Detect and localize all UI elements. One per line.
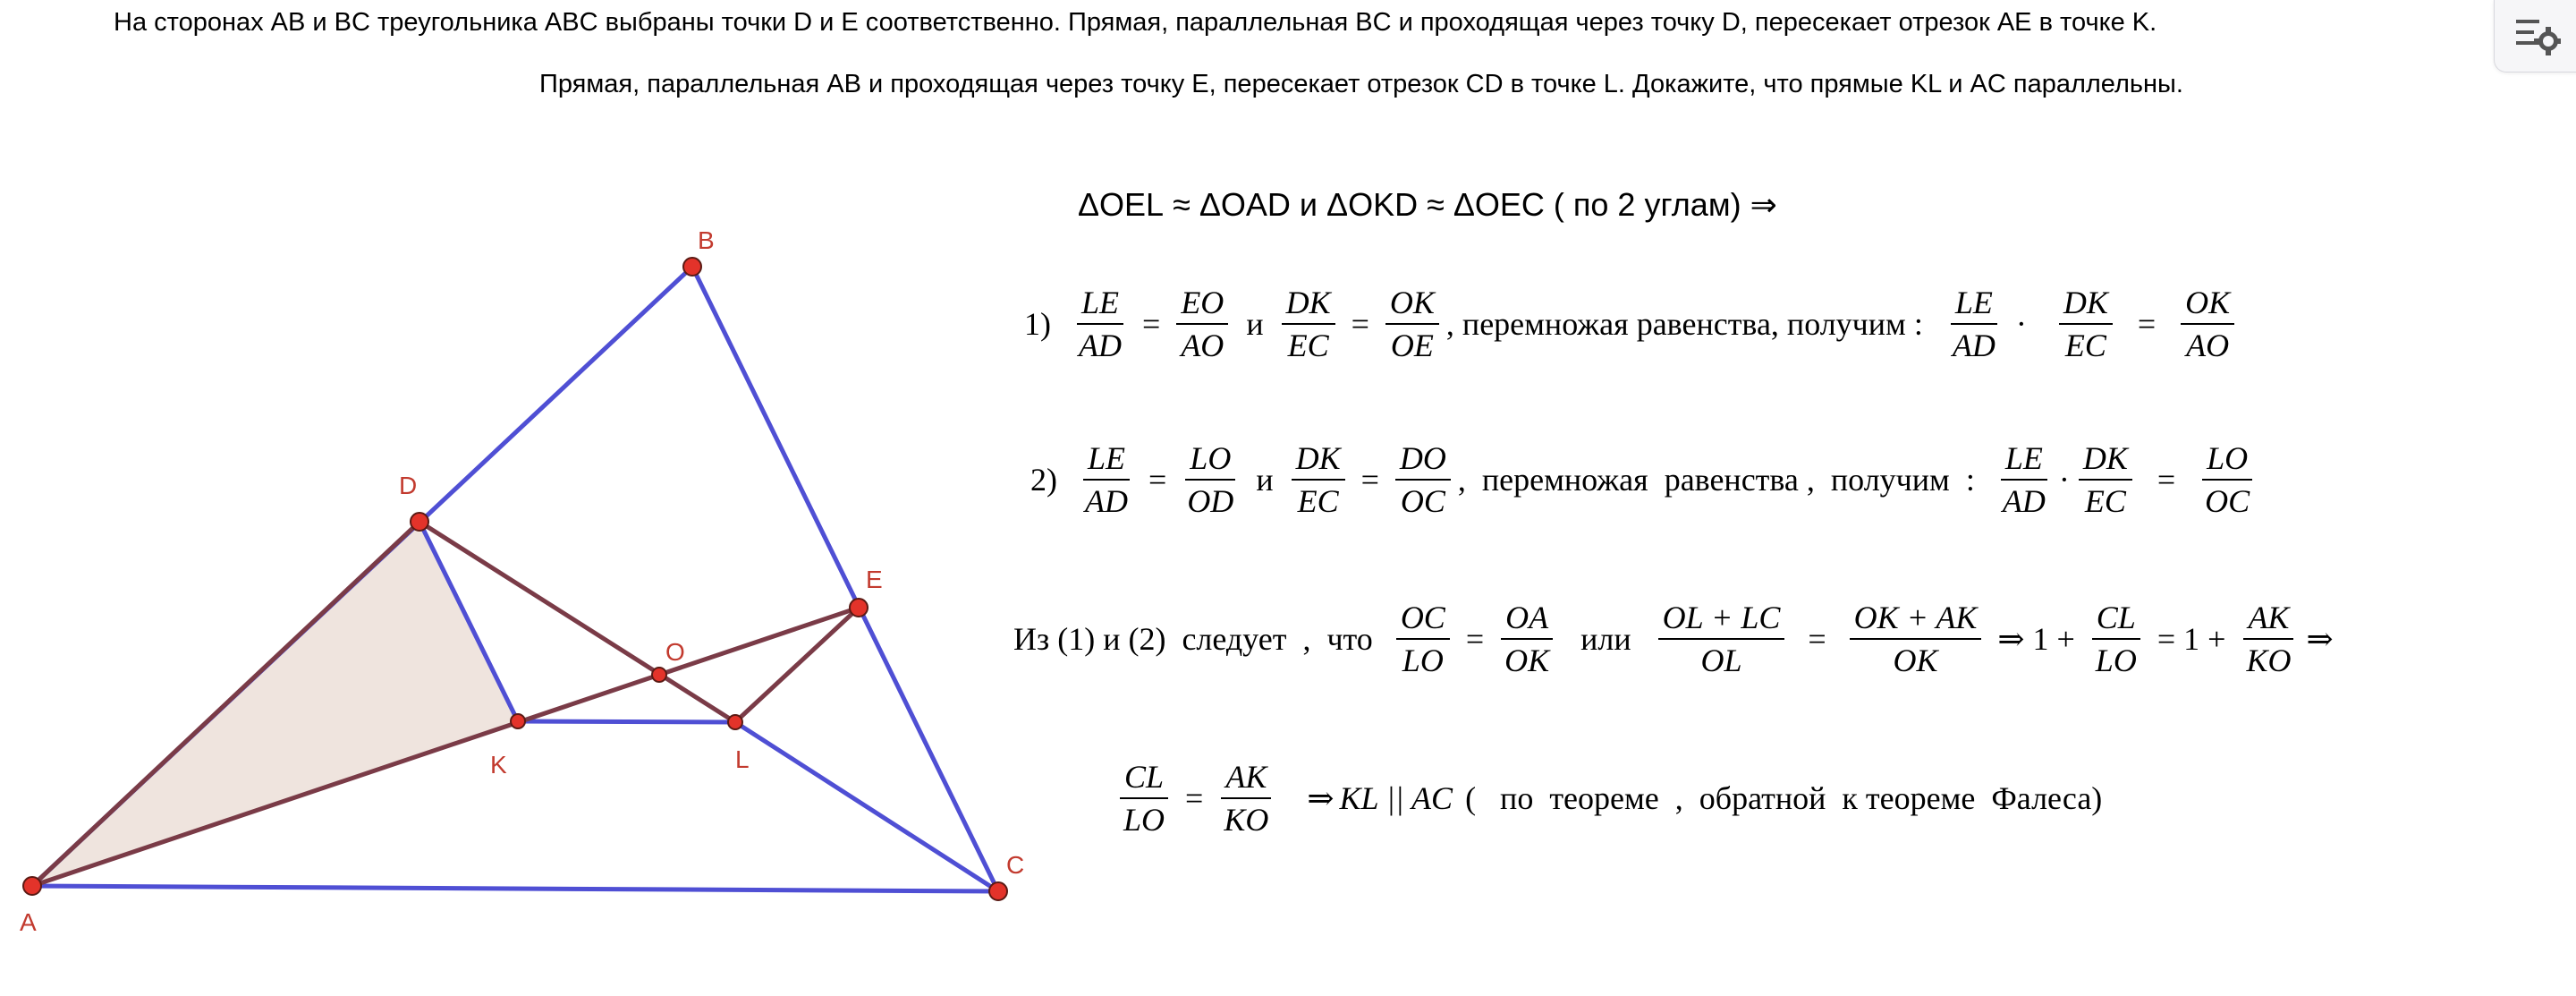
- point-o[interactable]: [652, 668, 666, 682]
- denominator: AD: [1079, 328, 1122, 364]
- follows-text: Из (1) и (2) следует , что: [1013, 621, 1373, 658]
- label-k: K: [490, 751, 507, 779]
- denominator: EC: [1297, 483, 1339, 520]
- fraction: [1182, 440, 1238, 520]
- point-e[interactable]: [850, 599, 868, 617]
- label-a: A: [20, 908, 37, 936]
- denominator: OC: [2205, 483, 2250, 520]
- implies-sign: ⇒: [2306, 621, 2334, 658]
- equals-sign: =: [1351, 306, 1369, 343]
- denominator: OC: [1400, 483, 1445, 520]
- equals-one-plus: = 1 +: [2157, 621, 2226, 658]
- fraction: [1658, 600, 1785, 679]
- implies-one-plus: ⇒ 1 +: [1997, 621, 2075, 658]
- numerator: DO: [1395, 440, 1451, 481]
- denominator: KO: [2246, 643, 2292, 679]
- numerator: LE: [1083, 440, 1130, 481]
- numerator: DK: [2059, 285, 2113, 325]
- fraction: [1395, 440, 1451, 520]
- denominator: EC: [2064, 328, 2106, 364]
- label-c: C: [1006, 851, 1025, 879]
- numerator: LE: [1077, 285, 1123, 325]
- denominator: AO: [2186, 328, 2230, 364]
- label-d: D: [399, 472, 418, 499]
- equals-sign: =: [2157, 462, 2176, 498]
- fraction: [1074, 285, 1126, 364]
- point-d[interactable]: [411, 513, 428, 531]
- fraction: [1850, 600, 1982, 679]
- segment-kl: [518, 721, 735, 722]
- point-l[interactable]: [728, 715, 742, 729]
- numerator: OA: [1501, 600, 1553, 640]
- step-number: 2): [1030, 462, 1057, 498]
- and-word: и: [1246, 306, 1264, 343]
- equals-sign: =: [1142, 306, 1161, 343]
- label-l: L: [735, 745, 750, 773]
- numerator: CL: [2092, 600, 2140, 640]
- fraction: [1500, 600, 1554, 679]
- fraction: [1219, 759, 1273, 839]
- numerator: DK: [1282, 285, 1335, 325]
- denominator: AD: [2002, 483, 2046, 520]
- denominator: OK: [1504, 643, 1550, 679]
- equals-sign: =: [1148, 462, 1167, 498]
- point-b[interactable]: [683, 258, 701, 276]
- solution-line-1: [1024, 285, 2241, 364]
- fraction: [1948, 285, 2000, 364]
- triangle-oel: ΔOEL: [1078, 186, 1165, 223]
- denominator: OD: [1187, 483, 1234, 520]
- numerator: OC: [1396, 600, 1450, 640]
- triangle-oad: ΔOAD: [1199, 186, 1291, 223]
- and-word: и: [1256, 462, 1274, 498]
- fraction: [1396, 600, 1450, 679]
- dot-sign: ·: [2058, 462, 2070, 498]
- fraction: [2241, 600, 2295, 679]
- equals-sign: =: [1808, 621, 1826, 658]
- kl-parallel-ac: KL || AC: [1339, 780, 1453, 817]
- fraction: [1292, 440, 1345, 520]
- equals-sign: =: [1185, 780, 1204, 817]
- and-word: и: [1299, 186, 1318, 223]
- denominator: OL: [1700, 643, 1742, 679]
- point-k[interactable]: [511, 714, 525, 728]
- point-c[interactable]: [989, 882, 1007, 900]
- fraction: [2079, 440, 2132, 520]
- denominator: AO: [1181, 328, 1224, 364]
- label-e: E: [866, 566, 883, 593]
- fraction: [2200, 440, 2254, 520]
- fraction: [1998, 440, 2050, 520]
- by-two-angles: ( по 2 углам): [1553, 186, 1741, 223]
- fraction: [1119, 759, 1169, 839]
- fraction: [2091, 600, 2141, 679]
- numerator: CL: [1120, 759, 1168, 799]
- implies-sign: ⇒: [1307, 780, 1335, 817]
- numerator: EO: [1176, 285, 1228, 325]
- numerator: AK: [2243, 600, 2293, 640]
- numerator: LO: [1185, 440, 1235, 481]
- numerator: OK: [1385, 285, 1439, 325]
- denominator: EC: [1287, 328, 1329, 364]
- fraction: [2059, 285, 2113, 364]
- numerator: OL + LC: [1658, 600, 1785, 640]
- numerator: OK + AK: [1850, 600, 1982, 640]
- fraction: [1080, 440, 1132, 520]
- geometry-diagram: [0, 0, 1073, 996]
- numerator: LE: [1951, 285, 1997, 325]
- similar-sign: ≈: [1173, 186, 1191, 223]
- multiply-text: , перемножая равенства , получим :: [1457, 462, 1975, 498]
- step-number: 1): [1024, 306, 1051, 343]
- solution-line-3: [1013, 600, 2337, 679]
- multiply-text: , перемножая равенства, получим :: [1445, 306, 1923, 343]
- implies-sign: ⇒: [1750, 186, 1777, 223]
- solution-line-2: [1030, 440, 2261, 520]
- label-b: B: [698, 226, 715, 254]
- menu-button[interactable]: [2494, 0, 2576, 72]
- denominator: LO: [1402, 643, 1444, 679]
- fraction: [2181, 285, 2234, 364]
- point-a[interactable]: [23, 877, 41, 895]
- solution-line-4: [1112, 759, 2102, 839]
- segment-ac: [32, 886, 998, 891]
- denominator: OE: [1390, 328, 1434, 364]
- segment-bc: [692, 267, 998, 891]
- triangle-okd: ΔOKD: [1326, 186, 1419, 223]
- problem-statement-line-2: Прямая, параллельная AB и проходящая через точку E, пересекает отрезок CD в точке L. Докажите, что прямые KL и AC параллельны.: [539, 70, 2183, 98]
- numerator: LO: [2202, 440, 2252, 481]
- label-o: O: [665, 638, 685, 666]
- thales-converse-text: ( по теореме , обратной к теореме Фалеса): [1465, 780, 2103, 817]
- equals-sign: =: [2137, 306, 2157, 343]
- denominator: EC: [2084, 483, 2126, 520]
- segment-le: [735, 608, 859, 722]
- denominator: OK: [1893, 643, 1938, 679]
- similar-sign: ≈: [1427, 186, 1445, 223]
- numerator: DK: [1292, 440, 1345, 481]
- dot-sign: ·: [2015, 306, 2027, 343]
- equals-sign: =: [1360, 462, 1379, 498]
- problem-statement-line-1: На сторонах AB и BC треугольника ABC выбраны точки D и E соответственно. Прямая, параллельная BC и проходящая через точку D, пересекает отрезок AE в точке K.: [114, 8, 2157, 37]
- fraction: [1282, 285, 1335, 364]
- numerator: DK: [2079, 440, 2132, 481]
- solution-line-0: [1078, 186, 1786, 224]
- fraction: [1176, 285, 1228, 364]
- fraction: [1385, 285, 1439, 364]
- menu-icon: [2514, 13, 2561, 57]
- denominator: LO: [1123, 802, 1165, 839]
- denominator: AD: [1085, 483, 1128, 520]
- numerator: AK: [1221, 759, 1271, 799]
- denominator: LO: [2095, 643, 2137, 679]
- numerator: LE: [2001, 440, 2047, 481]
- denominator: KO: [1224, 802, 1269, 839]
- or-word: или: [1580, 621, 1631, 658]
- denominator: AD: [1952, 328, 1996, 364]
- numerator: OK: [2181, 285, 2234, 325]
- equals-sign: =: [1465, 621, 1485, 658]
- triangle-oec: ΔOEC: [1453, 186, 1545, 223]
